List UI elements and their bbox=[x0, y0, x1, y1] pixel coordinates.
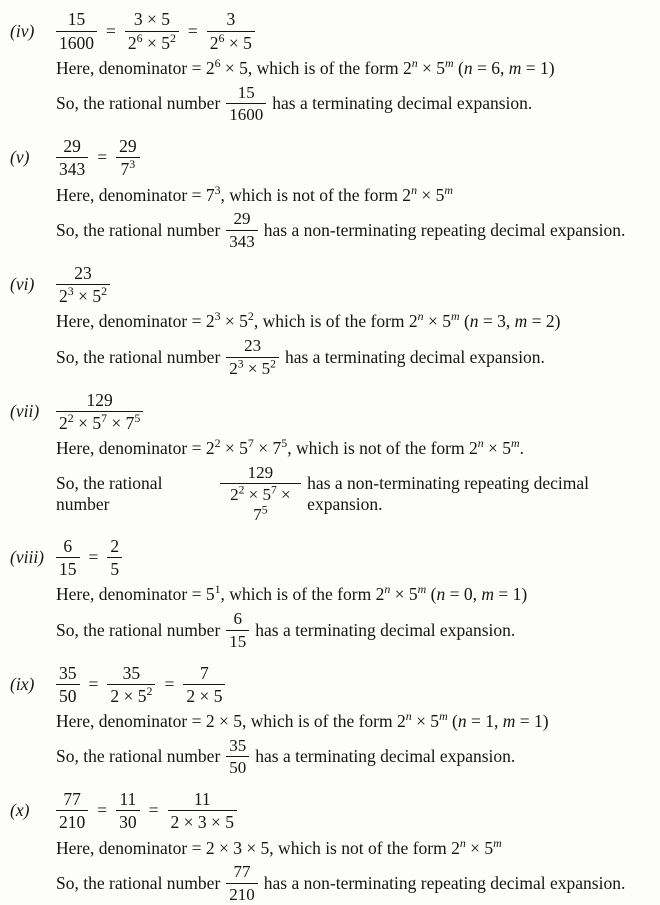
denominator: 343 bbox=[229, 231, 255, 251]
denominator: 343 bbox=[59, 159, 86, 180]
conclusion-pre: So, the rational number bbox=[56, 472, 163, 514]
fraction bbox=[183, 663, 225, 706]
solution-item-ix bbox=[8, 661, 654, 778]
denominator: $2^2 \times 5^7 \times 7^5$ bbox=[230, 483, 291, 524]
equation-row bbox=[8, 135, 654, 181]
numerator: 6 bbox=[56, 536, 80, 558]
conclusion-post: has a non-terminating repeating decimal expansion. bbox=[263, 873, 626, 894]
item-label: (vii) bbox=[10, 400, 40, 421]
denominator: $2^2 \times 5^7 \times 7^5$ bbox=[59, 410, 141, 433]
denominator: 210 bbox=[229, 885, 255, 905]
numerator: 77 bbox=[56, 789, 88, 811]
item-label: (v) bbox=[10, 147, 30, 168]
conclusion-pre: So, the rational number bbox=[56, 219, 221, 240]
fraction bbox=[220, 463, 302, 525]
solution-item-iv bbox=[8, 8, 654, 125]
denominator-analysis: Here, denominator = $2^2 \times 5^7 \times 7^5$, which is not of the form $2^n \times 5^m$. bbox=[56, 436, 525, 459]
fraction bbox=[56, 263, 110, 306]
conclusion bbox=[56, 609, 654, 651]
numerator: 2 bbox=[107, 536, 122, 558]
denominator-analysis: Here, denominator = $2^6 \times 5$, which is of the form $2^n \times 5^m$ (n = 6, m = 1) bbox=[56, 56, 555, 78]
equation bbox=[54, 9, 257, 52]
denominator: $2^6 \times 5^2$ bbox=[127, 30, 176, 53]
conclusion-pre: So, the rational number bbox=[56, 873, 221, 894]
equals-sign: = bbox=[97, 800, 108, 821]
conclusion bbox=[56, 209, 654, 251]
fraction bbox=[226, 736, 249, 778]
solution-item-v bbox=[8, 135, 654, 252]
equals-sign: = bbox=[164, 673, 175, 694]
numerator: 23 bbox=[226, 336, 279, 358]
conclusion bbox=[56, 736, 654, 778]
numerator: 7 bbox=[183, 663, 225, 685]
equation bbox=[54, 536, 124, 579]
equals-sign: = bbox=[106, 20, 116, 41]
numerator: 129 bbox=[220, 463, 302, 485]
equation bbox=[54, 789, 239, 832]
fraction bbox=[226, 336, 279, 378]
fraction bbox=[226, 609, 249, 651]
conclusion-post: has a terminating decimal expansion. bbox=[272, 93, 533, 114]
numerator: 35 bbox=[56, 663, 80, 685]
numerator: 129 bbox=[56, 390, 143, 412]
denominator: 50 bbox=[59, 685, 77, 706]
item-label: (vi) bbox=[10, 273, 35, 294]
denominator: $2^3 \times 5^2$ bbox=[59, 284, 108, 306]
denominator: 1600 bbox=[229, 105, 264, 125]
numerator: 77 bbox=[226, 862, 258, 884]
conclusion-post: has a terminating decimal expansion. bbox=[255, 746, 516, 767]
denominator: $2 \times 5^2$ bbox=[110, 683, 153, 706]
equation-row bbox=[8, 534, 654, 580]
fraction bbox=[56, 9, 97, 52]
fraction bbox=[107, 536, 122, 579]
denominator: $2^3 \times 5^2$ bbox=[229, 356, 276, 378]
equation bbox=[54, 263, 112, 306]
conclusion-pre: So, the rational number bbox=[56, 93, 221, 114]
fraction bbox=[207, 9, 255, 52]
conclusion-post: has a terminating decimal expansion. bbox=[284, 346, 545, 367]
item-label: (iv) bbox=[10, 20, 35, 41]
numerator: 35 bbox=[226, 736, 249, 758]
numerator: 35 bbox=[107, 663, 155, 685]
numerator: 11 bbox=[168, 789, 238, 811]
denominator: 5 bbox=[110, 558, 120, 579]
numerator: 29 bbox=[56, 136, 88, 158]
conclusion bbox=[56, 83, 654, 125]
conclusion bbox=[56, 463, 654, 525]
fraction bbox=[107, 663, 155, 706]
conclusion-post: has a terminating decimal expansion. bbox=[255, 619, 516, 640]
denominator-analysis: Here, denominator = $2^3 \times 5^2$, which is of the form $2^n \times 5^m$ (n = 3, m = 2) bbox=[56, 309, 561, 332]
denominator: $2^6 \times 5$ bbox=[209, 30, 252, 53]
equation-row bbox=[8, 661, 654, 707]
denominator-analysis: Here, denominator = $5^1$, which is of the form $2^n \times 5^m$ (n = 0, m = 1) bbox=[56, 582, 528, 605]
equation bbox=[54, 390, 145, 433]
fraction bbox=[116, 136, 140, 179]
equals-sign: = bbox=[187, 20, 198, 41]
denominator: 1600 bbox=[59, 32, 94, 53]
numerator: 11 bbox=[116, 789, 140, 811]
equation-row bbox=[8, 8, 654, 54]
denominator-analysis: Here, denominator = 2 × 3 × 5, which is not of the form $2^n \times 5^m$ bbox=[56, 836, 502, 858]
item-label: (ix) bbox=[10, 673, 35, 694]
fraction bbox=[226, 83, 266, 125]
fraction bbox=[226, 862, 258, 904]
fraction bbox=[168, 789, 238, 832]
equation bbox=[54, 136, 142, 179]
denominator: 15 bbox=[59, 558, 77, 579]
numerator: 3 × 5 bbox=[125, 9, 179, 31]
fraction bbox=[125, 9, 179, 52]
item-label: (x) bbox=[10, 800, 30, 821]
conclusion-post: has a non-terminating repeating decimal expansion. bbox=[307, 472, 590, 514]
denominator: 2 × 5 bbox=[186, 685, 223, 706]
fraction bbox=[56, 136, 88, 179]
conclusion-pre: So, the rational number bbox=[56, 746, 221, 767]
numerator: 15 bbox=[226, 83, 266, 105]
denominator-analysis: Here, denominator = $7^3$, which is not of the form $2^n \times 5^m$ bbox=[56, 182, 453, 205]
fraction bbox=[56, 536, 80, 579]
denominator: 30 bbox=[119, 812, 137, 833]
conclusion-pre: So, the rational number bbox=[56, 346, 221, 367]
conclusion bbox=[56, 862, 654, 904]
fraction bbox=[56, 789, 88, 832]
denominator-analysis: Here, denominator = 2 × 5, which is of the form $2^n \times 5^m$ (n = 1, m = 1) bbox=[56, 709, 549, 732]
numerator: 29 bbox=[116, 136, 140, 158]
conclusion-pre: So, the rational number bbox=[56, 619, 221, 640]
equation bbox=[54, 663, 227, 706]
fraction bbox=[56, 390, 143, 433]
equation-row bbox=[8, 788, 654, 834]
numerator: 3 bbox=[207, 9, 255, 31]
equation-row bbox=[8, 261, 654, 307]
equals-sign: = bbox=[88, 546, 99, 567]
equals-sign: = bbox=[97, 147, 108, 168]
denominator: 50 bbox=[229, 758, 247, 778]
equation-row bbox=[8, 388, 654, 434]
denominator: 15 bbox=[229, 631, 247, 651]
item-label: (viii) bbox=[10, 546, 45, 567]
numerator: 15 bbox=[56, 9, 97, 31]
solution-item-vi bbox=[8, 261, 654, 378]
denominator: 210 bbox=[59, 812, 86, 833]
fraction bbox=[226, 209, 258, 251]
solution-item-vii bbox=[8, 388, 654, 524]
numerator: 23 bbox=[56, 263, 110, 285]
numerator: 6 bbox=[226, 609, 249, 631]
equals-sign: = bbox=[88, 673, 99, 694]
solution-item-viii bbox=[8, 534, 654, 651]
conclusion bbox=[56, 336, 654, 378]
equals-sign: = bbox=[148, 800, 159, 821]
conclusion-post: has a non-terminating repeating decimal expansion. bbox=[263, 219, 626, 240]
denominator: $7^3$ bbox=[120, 157, 136, 180]
denominator: 2 × 3 × 5 bbox=[170, 812, 234, 833]
fraction bbox=[56, 663, 80, 706]
numerator: 29 bbox=[226, 209, 258, 231]
solution-item-x bbox=[8, 788, 654, 905]
fraction bbox=[116, 789, 140, 832]
